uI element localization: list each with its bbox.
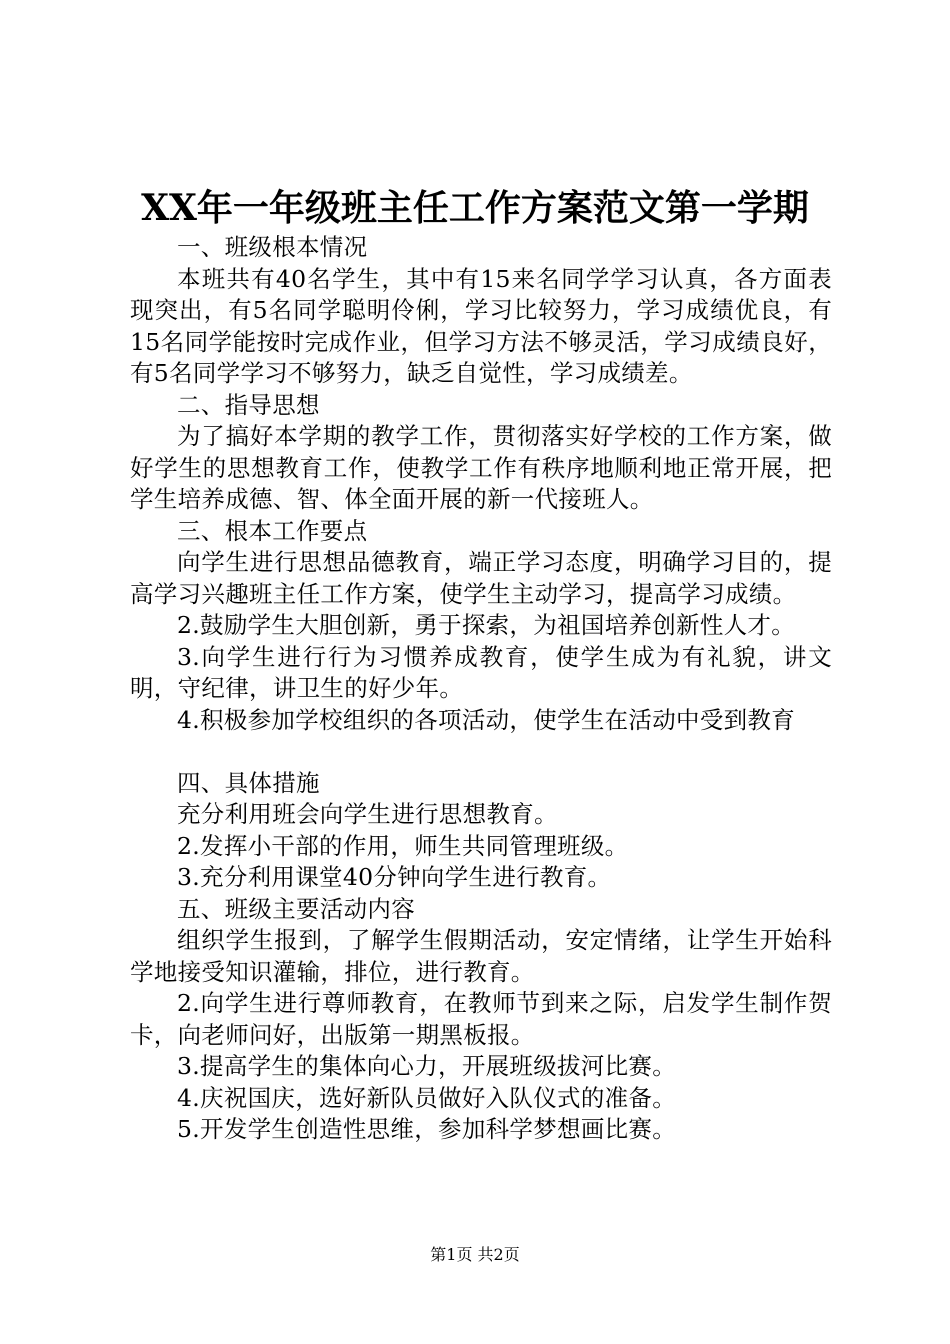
paragraph-work-point-3: 3.向学生进行行为习惯养成教育，使学生成为有礼貌，讲文明，守纪律，讲卫生的好少年。	[130, 642, 832, 702]
document-body	[130, 232, 832, 1146]
document-title: XX年一年级班主任工作方案范文第一学期	[141, 187, 809, 229]
paragraph-activity-2: 2.向学生进行尊师教育，在教师节到来之际，启发学生制作贺卡，向老师问好，出版第一期黑板报。	[130, 989, 832, 1049]
section-heading-3: 三、根本工作要点	[177, 516, 368, 545]
paragraph-measure-2: 2.发挥小干部的作用，师生共同管理班级。	[177, 831, 629, 860]
section-heading-2: 二、指导思想	[177, 390, 320, 419]
paragraph-measure-1: 充分利用班会向学生进行思想教育。	[177, 800, 558, 828]
page-number-footer: 第1页 共2页	[430, 1245, 520, 1264]
paragraph-class-situation: 本班共有40名学生，其中有15来名同学学习认真，各方面表现突出，有5名同学聪明伶俐，学习比较努力，学习成绩优良，有15名同学能按时完成作业，但学习方法不够灵活，学习成绩良好，有5名同学学习不够努力，缺乏自觉性，学习成绩差。	[130, 264, 832, 387]
paragraph-guiding-thought: 为了搞好本学期的教学工作，贯彻落实好学校的工作方案，做好学生的思想教育工作，使教学工作有秩序地顺利地正常开展，把学生培养成德、智、体全面开展的新一代接班人。	[130, 422, 832, 513]
paragraph-gap	[130, 736, 832, 768]
section-heading-5: 五、班级主要活动内容	[177, 894, 415, 923]
section-heading-1: 一、班级根本情况	[177, 233, 368, 261]
paragraph-activity-4: 4.庆祝国庆，选好新队员做好入队仪式的准备。	[177, 1083, 677, 1112]
paragraph-activity-3: 3.提高学生的集体向心力，开展班级拔河比赛。	[177, 1052, 677, 1080]
paragraph-activity-5: 5.开发学生创造性思维，参加科学梦想画比赛。	[177, 1115, 677, 1143]
paragraph-activity-1: 组织学生报到，了解学生假期活动，安定情绪，让学生开始科学地接受知识灌输，排位，进行教育。	[130, 926, 832, 986]
paragraph-measure-3: 3.充分利用课堂40分钟向学生进行教育。	[177, 863, 612, 891]
paragraph-work-point-2: 2.鼓励学生大胆创新，勇于探索，为祖国培养创新性人才。	[177, 611, 796, 639]
section-heading-4: 四、具体措施	[177, 768, 320, 797]
paragraph-work-point-4: 4.积极参加学校组织的各项活动，使学生在活动中受到教育	[177, 705, 796, 734]
paragraph-work-point-1: 向学生进行思想品德教育，端正学习态度，明确学习目的，提高学习兴趣班主任工作方案，使学生主动学习，提高学习成绩。	[130, 548, 832, 608]
